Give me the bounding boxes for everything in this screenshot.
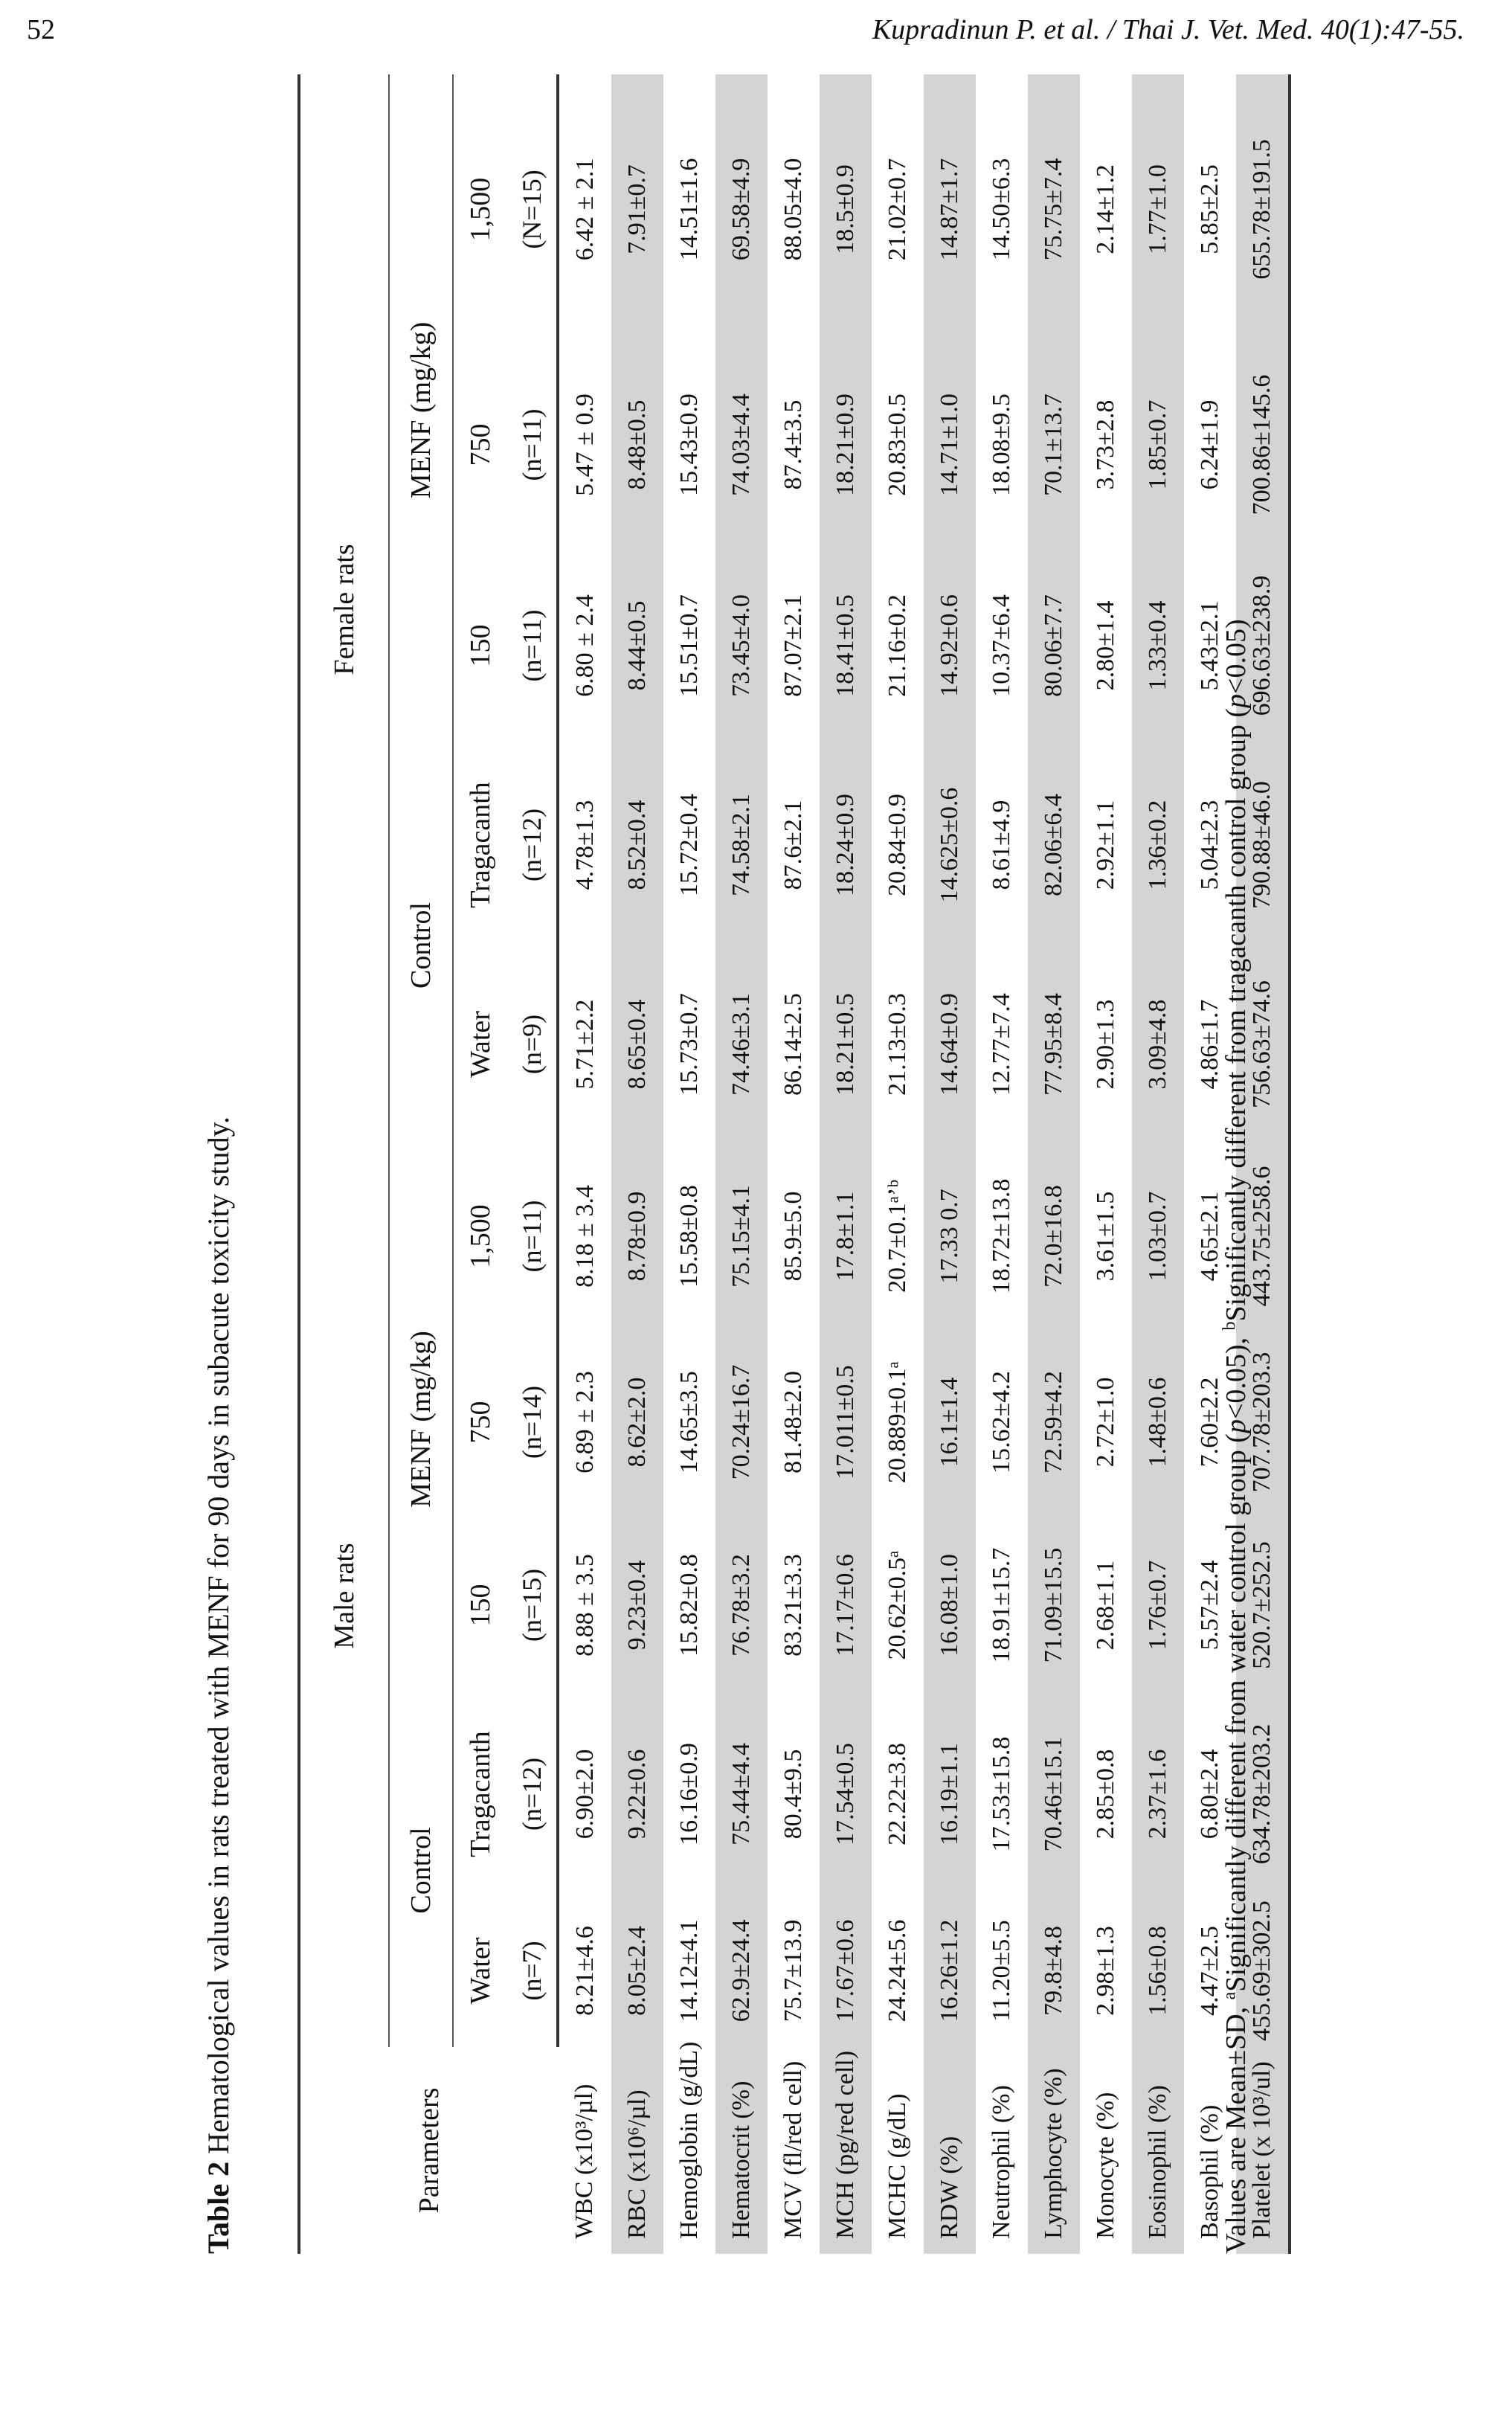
value-cell: 634.78±203.2	[1236, 1694, 1290, 1895]
value-cell: 14.65±3.5	[675, 1371, 703, 1474]
group-n: (n=11)	[507, 545, 558, 746]
value-cell: 9.22±0.6	[611, 1694, 663, 1895]
parameter-cell: WBC (x10³/µl)	[570, 2083, 598, 2239]
parameter-cell: MCHC (g/dL)	[884, 2093, 911, 2239]
value-cell: 5.47 ± 0.9	[571, 393, 599, 496]
table-row	[768, 74, 820, 2254]
group-n: (n=15)	[507, 1517, 558, 1694]
value-cell: 83.21±3.3	[779, 1554, 807, 1657]
value-cell: 3.09±4.8	[1132, 944, 1184, 1145]
value-cell: 655.78±191.5	[1236, 74, 1290, 344]
value-cell: 18.21±0.5	[820, 944, 872, 1145]
value-cell: 1.36±0.2	[1132, 746, 1184, 944]
rotated-table-block	[201, 74, 1287, 2254]
value-cell: 8.88 ± 3.5	[571, 1554, 599, 1657]
table-row	[663, 74, 715, 2254]
value-cell: 21.13±0.3	[884, 993, 911, 1096]
value-cell: 4.65±2.1	[1196, 1191, 1223, 1282]
value-cell: 62.9±24.4	[715, 1895, 768, 2047]
value-cell: 16.1±1.4	[924, 1328, 976, 1517]
value-cell: 18.08±9.5	[988, 393, 1015, 496]
value-cell: 76.78±3.2	[715, 1517, 768, 1694]
value-cell: 18.72±13.8	[988, 1178, 1015, 1294]
group-n: (n=12)	[507, 746, 558, 944]
value-cell: 6.90±2.0	[571, 1749, 599, 1840]
value-cell: 87.07±2.1	[779, 594, 807, 697]
group-label: 150	[465, 1584, 496, 1627]
value-cell: 15.43±0.9	[675, 393, 703, 496]
group-n: (n=7)	[507, 1895, 558, 2047]
value-cell: 15.73±0.7	[675, 993, 703, 1096]
group-label: Tragacanth	[465, 1731, 496, 1857]
value-cell: 18.91±15.7	[988, 1547, 1015, 1663]
value-cell: 15.72±0.4	[675, 794, 703, 896]
group-n: (n=11)	[507, 1145, 558, 1328]
parameter-cell: Neutrophil (%)	[988, 2085, 1015, 2239]
table-label: Table 2	[202, 2161, 235, 2254]
group-n: (n=9)	[507, 944, 558, 1145]
value-cell: 14.71±1.0	[924, 344, 976, 545]
parameter-cell: RBC (x10⁶/µl)	[611, 2047, 663, 2254]
value-cell: 69.58±4.9	[715, 74, 768, 344]
value-cell: 14.12±4.1	[675, 1919, 703, 2022]
value-cell: 8.05±2.4	[611, 1895, 663, 2047]
group-n: (n=14)	[507, 1328, 558, 1517]
table-row	[1080, 74, 1132, 2254]
value-cell: 8.78±0.9	[611, 1145, 663, 1328]
value-cell: 2.37±1.6	[1132, 1694, 1184, 1895]
value-cell: 73.45±4.0	[715, 545, 768, 746]
value-cell: 6.89 ± 2.3	[571, 1371, 599, 1474]
value-cell: 81.48±2.0	[779, 1371, 807, 1474]
value-cell: 20.62±0.5ᵃ	[884, 1550, 911, 1660]
value-cell: 74.03±4.4	[715, 344, 768, 545]
value-cell: 17.53±15.8	[988, 1736, 1015, 1852]
value-cell: 2.92±1.1	[1092, 800, 1119, 890]
value-cell: 6.42 ± 2.1	[571, 158, 599, 261]
value-cell: 16.08±1.0	[924, 1517, 976, 1694]
value-cell: 8.44±0.5	[611, 545, 663, 746]
table-row	[820, 74, 872, 2254]
group-label: Tragacanth	[465, 782, 496, 908]
value-cell: 21.02±0.7	[884, 158, 911, 261]
table-footnote: Values are Mean±SD, $^a$Significantly different from water control group (p<0.05), $^b$Significantly different from tragacanth control group (p<0.05)	[1220, 619, 1252, 2254]
value-cell: 22.22±3.8	[884, 1743, 911, 1845]
value-cell: 12.77±7.4	[988, 993, 1015, 1096]
value-cell: 18.21±0.9	[820, 344, 872, 545]
value-cell: 520.7±252.5	[1236, 1517, 1290, 1694]
male-menf-header: MENF (mg/kg)	[389, 1145, 453, 1694]
value-cell: 6.80±2.4	[1196, 1749, 1223, 1840]
value-cell: 1.48±0.6	[1132, 1328, 1184, 1517]
value-cell: 17.33 0.7	[924, 1145, 976, 1328]
value-cell: 15.51±0.7	[675, 594, 703, 697]
value-cell: 14.51±1.6	[675, 158, 703, 261]
value-cell: 15.62±4.2	[988, 1371, 1015, 1474]
page-number: 52	[27, 14, 55, 45]
value-cell: 443.75±258.6	[1236, 1145, 1290, 1328]
value-cell: 2.98±1.3	[1092, 1926, 1119, 2016]
value-cell: 3.73±2.8	[1092, 399, 1119, 490]
parameter-cell: MCH (pg/red cell)	[820, 2047, 872, 2254]
value-cell: 4.86±1.7	[1196, 999, 1223, 1090]
value-cell: 756.63±74.6	[1236, 944, 1290, 1145]
value-cell: 15.58±0.8	[675, 1185, 703, 1288]
running-head: Kupradinun P. et al. / Thai J. Vet. Med. 40(1):47-55.	[872, 14, 1464, 45]
value-cell: 696.63±238.9	[1236, 545, 1290, 746]
value-cell: 5.71±2.2	[571, 999, 599, 1090]
group-n: (N=15)	[507, 74, 558, 344]
value-cell: 82.06±6.4	[1028, 746, 1080, 944]
value-cell: 20.84±0.9	[884, 794, 911, 896]
value-cell: 71.09±15.5	[1028, 1517, 1080, 1694]
value-cell: 17.8±1.1	[820, 1145, 872, 1328]
caption-text: Hematological values in rats treated with MENF for 90 days in subacute toxicity study.	[202, 1116, 235, 2162]
value-cell: 5.43±2.1	[1196, 600, 1223, 691]
group-label: Water	[465, 1937, 496, 2005]
value-cell: 790.88±46.0	[1236, 746, 1290, 944]
value-cell: 74.58±2.1	[715, 746, 768, 944]
value-cell: 707.78±203.3	[1236, 1328, 1290, 1517]
value-cell: 2.14±1.2	[1092, 164, 1119, 254]
parameter-cell: Lymphocyte (%)	[1028, 2047, 1080, 2254]
value-cell: 24.24±5.6	[884, 1919, 911, 2022]
table-caption	[201, 1116, 236, 2254]
value-cell: 1.77±1.0	[1132, 74, 1184, 344]
parameters-header: Parameters	[299, 2047, 558, 2254]
value-cell: 8.52±0.4	[611, 746, 663, 944]
group-n: (n=11)	[507, 344, 558, 545]
value-cell: 16.26±1.2	[924, 1895, 976, 2047]
value-cell: 10.37±6.4	[988, 594, 1015, 697]
value-cell: 14.87±1.7	[924, 74, 976, 344]
value-cell: 72.0±16.8	[1028, 1145, 1080, 1328]
value-cell: 80.4±9.5	[779, 1749, 807, 1840]
value-cell: 18.41±0.5	[820, 545, 872, 746]
table-row	[558, 74, 611, 2254]
value-cell: 79.8±4.8	[1028, 1895, 1080, 2047]
value-cell: 9.23±0.4	[611, 1517, 663, 1694]
value-cell: 75.44±4.4	[715, 1694, 768, 1895]
group-n: (n=12)	[507, 1694, 558, 1895]
value-cell: 15.82±0.8	[675, 1554, 703, 1657]
parameter-cell: Hemoglobin (g/dL)	[675, 2041, 703, 2239]
value-cell: 5.85±2.5	[1196, 164, 1223, 254]
value-cell: 74.46±3.1	[715, 944, 768, 1145]
value-cell: 14.64±0.9	[924, 944, 976, 1145]
value-cell: 16.19±1.1	[924, 1694, 976, 1895]
value-cell: 87.4±3.5	[779, 399, 807, 490]
value-cell: 3.61±1.5	[1092, 1191, 1119, 1282]
value-cell: 17.17±0.6	[820, 1517, 872, 1694]
value-cell: 7.91±0.7	[611, 74, 663, 344]
parameter-cell: Monocyte (%)	[1092, 2092, 1119, 2239]
value-cell: 14.92±0.6	[924, 545, 976, 746]
value-cell: 11.20±5.5	[988, 1920, 1015, 2022]
hematology-table	[297, 74, 1291, 2254]
value-cell: 80.06±7.7	[1028, 545, 1080, 746]
value-cell: 75.15±4.1	[715, 1145, 768, 1328]
value-cell: 5.57±2.4	[1196, 1560, 1223, 1651]
value-cell: 14.625±0.6	[924, 746, 976, 944]
value-cell: 8.62±2.0	[611, 1328, 663, 1517]
value-cell: 4.47±2.5	[1196, 1926, 1223, 2016]
male-control-header: Control	[389, 1694, 453, 2047]
value-cell: 1.03±0.7	[1132, 1145, 1184, 1328]
value-cell: 20.889±0.1ᵃ	[884, 1361, 911, 1483]
table-row	[976, 74, 1028, 2254]
value-cell: 1.33±0.4	[1132, 545, 1184, 746]
value-cell: 70.24±16.7	[715, 1328, 768, 1517]
table-row	[611, 74, 663, 2254]
value-cell: 16.16±0.9	[675, 1743, 703, 1845]
value-cell: 17.54±0.5	[820, 1694, 872, 1895]
value-cell: 2.90±1.3	[1092, 999, 1119, 1090]
male-rats-header: Male rats	[299, 1145, 389, 2047]
value-cell: 17.011±0.5	[820, 1328, 872, 1517]
value-cell: 8.61±4.9	[988, 800, 1015, 890]
value-cell: 18.24±0.9	[820, 746, 872, 944]
parameter-cell: Hematocrit (%)	[715, 2047, 768, 2254]
value-cell: 20.83±0.5	[884, 393, 911, 496]
value-cell: 20.7±0.1ᵃʼᵇ	[884, 1180, 911, 1293]
value-cell: 75.75±7.4	[1028, 74, 1080, 344]
value-cell: 7.60±2.2	[1196, 1377, 1223, 1468]
value-cell: 86.14±2.5	[779, 993, 807, 1096]
value-cell: 6.24±1.9	[1196, 399, 1223, 490]
group-label: Water	[465, 1011, 496, 1078]
value-cell: 70.1±13.7	[1028, 344, 1080, 545]
value-cell: 1.56±0.8	[1132, 1895, 1184, 2047]
value-cell: 4.78±1.3	[571, 800, 599, 890]
value-cell: 14.50±6.3	[988, 158, 1015, 261]
value-cell: 70.46±15.1	[1028, 1694, 1080, 1895]
group-label: 750	[465, 423, 496, 466]
parameter-cell: RDW (%)	[924, 2047, 976, 2254]
value-cell: 2.72±1.0	[1092, 1377, 1119, 1468]
value-cell: 1.85±0.7	[1132, 344, 1184, 545]
value-cell: 18.5±0.9	[820, 74, 872, 344]
table-row	[1028, 74, 1080, 2254]
value-cell: 8.48±0.5	[611, 344, 663, 545]
group-label: 150	[465, 624, 496, 667]
group-label: 750	[465, 1401, 496, 1444]
value-cell: 72.59±4.2	[1028, 1328, 1080, 1517]
value-cell: 21.16±0.2	[884, 594, 911, 697]
parameter-cell: Basophil (%)	[1196, 2104, 1223, 2239]
table-row	[924, 74, 976, 2254]
table-row	[872, 74, 924, 2254]
parameter-cell: Platelet (x 10³/ul)	[1236, 2047, 1290, 2254]
value-cell: 77.95±8.4	[1028, 944, 1080, 1145]
value-cell: 1.76±0.7	[1132, 1517, 1184, 1694]
parameter-cell: MCV (fl/red cell)	[779, 2060, 807, 2239]
value-cell: 2.80±1.4	[1092, 600, 1119, 691]
value-cell: 8.18 ± 3.4	[571, 1185, 599, 1288]
value-cell: 17.67±0.6	[820, 1895, 872, 2047]
group-label: 1,500	[465, 1204, 496, 1268]
table-row	[1132, 74, 1184, 2254]
female-rats-header: Female rats	[299, 74, 389, 1145]
value-cell: 5.04±2.3	[1196, 800, 1223, 890]
table-row	[715, 74, 768, 2254]
female-menf-header: MENF (mg/kg)	[389, 74, 453, 746]
value-cell: 6.80 ± 2.4	[571, 594, 599, 697]
value-cell: 87.6±2.1	[779, 800, 807, 890]
female-control-header: Control	[389, 746, 453, 1145]
parameter-cell: Eosinophil (%)	[1132, 2047, 1184, 2254]
value-cell: 8.21±4.6	[571, 1926, 599, 2016]
value-cell: 2.68±1.1	[1092, 1560, 1119, 1651]
group-label: 1,500	[465, 177, 496, 242]
value-cell: 455.69±302.5	[1236, 1895, 1290, 2047]
value-cell: 8.65±0.4	[611, 944, 663, 1145]
value-cell: 700.86±145.6	[1236, 344, 1290, 545]
value-cell: 75.7±13.9	[779, 1919, 807, 2022]
value-cell: 2.85±0.8	[1092, 1749, 1119, 1840]
value-cell: 88.05±4.0	[779, 158, 807, 261]
value-cell: 85.9±5.0	[779, 1191, 807, 1282]
